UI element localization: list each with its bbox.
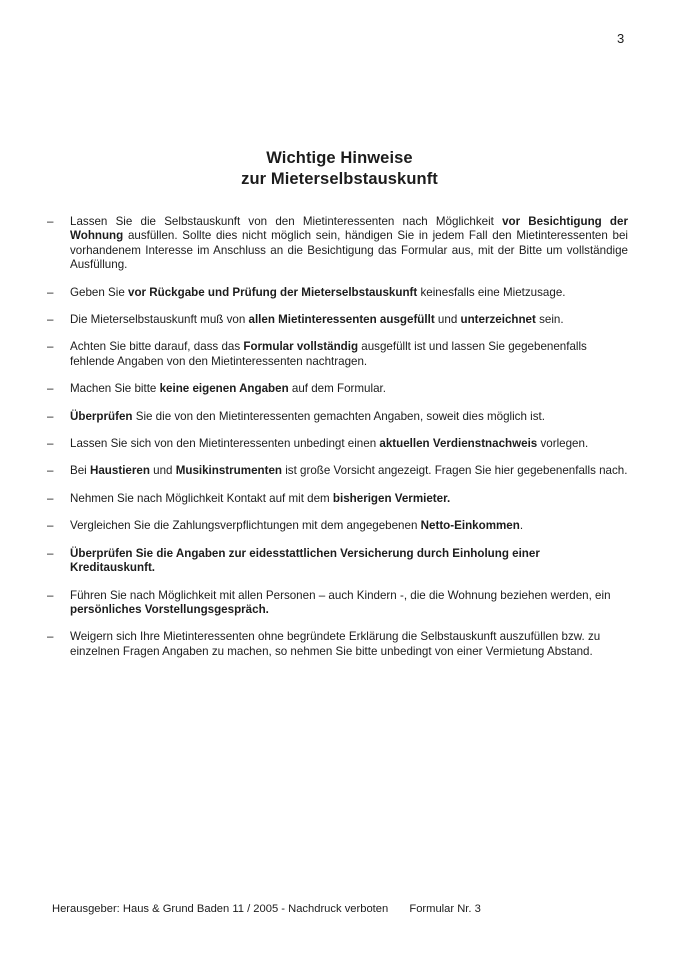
bullet-list (47, 215, 628, 672)
publisher-text: Herausgeber: Haus & Grund Baden 11 / 2005 - Nachdruck verboten (52, 903, 389, 915)
bullet-text: Die Mieterselbstauskunft muß von allen Mietinteressenten ausgefüllt und unterzeichnet sein. (70, 313, 564, 327)
dash-bullet-icon: – (47, 340, 54, 354)
dash-bullet-icon: – (47, 546, 54, 560)
dash-bullet-icon: – (47, 409, 54, 423)
dash-bullet-icon: – (47, 285, 54, 299)
bullet-item (47, 547, 628, 576)
bullet-text: Achten Sie bitte darauf, dass das Formular vollständig ausgefüllt ist und lassen Sie gegebenenfalls fehlende Angaben von den Mietinteressenten nachtragen. (70, 340, 587, 368)
dash-bullet-icon: – (47, 313, 54, 327)
bullet-item (47, 519, 628, 533)
bullet-text: Bei Haustieren und Musikinstrumenten ist große Vorsicht angezeigt. Fragen Sie hier gegebenenfalls nach. (70, 464, 628, 478)
bullet-text: Führen Sie nach Möglichkeit mit allen Personen – auch Kindern -, die die Wohnung beziehen werden, ein persönliches Vorstellungsgespräch. (70, 588, 611, 616)
dash-bullet-icon: – (47, 437, 54, 451)
dash-bullet-icon: – (47, 630, 54, 644)
dash-bullet-icon: – (47, 491, 54, 505)
bullet-item (47, 464, 628, 478)
bullet-text: Lassen Sie die Selbstauskunft von den Mietinteressenten nach Möglichkeit vor Besichtigung der Wohnung ausfüllen. Sollte dies nicht möglich sein, händigen Sie in jedem Fall den Mietinteressenten bei vorhandenem Interesse im Anschluss an die Besichtigung das Formular aus, mit der Bitte um vollständige Ausfüllung. (70, 215, 628, 272)
bullet-item (47, 286, 628, 300)
bullet-item (47, 437, 628, 451)
bullet-text: Nehmen Sie nach Möglichkeit Kontakt auf mit dem bisherigen Vermieter. (70, 491, 451, 505)
dash-bullet-icon: – (47, 464, 54, 478)
document-title-line2: zur Mieterselbstauskunft (241, 170, 438, 188)
bullet-text: Machen Sie bitte keine eigenen Angaben auf dem Formular. (70, 382, 386, 396)
bullet-item (47, 215, 628, 273)
page-number: 3 (617, 31, 625, 46)
document-title-line1: Wichtige Hinweise (266, 149, 413, 167)
bullet-item (47, 410, 628, 424)
bullet-text: Lassen Sie sich von den Mietinteressenten unbedingt einen aktuellen Verdienstnachweis vorlegen. (70, 437, 589, 451)
page-footer (52, 903, 481, 916)
form-number-text: Formular Nr. 3 (409, 903, 481, 915)
bullet-item (47, 340, 628, 369)
bullet-text: Geben Sie vor Rückgabe und Prüfung der Mieterselbstauskunft keinesfalls eine Mietzusage. (70, 285, 566, 299)
dash-bullet-icon: – (47, 215, 54, 228)
bullet-text: Vergleichen Sie die Zahlungsverpflichtungen mit dem angegebenen Netto-Einkommen. (70, 519, 524, 533)
dash-bullet-icon: – (47, 382, 54, 396)
document-title (0, 148, 679, 190)
bullet-item (47, 382, 628, 396)
bullet-item (47, 630, 628, 659)
bullet-item (47, 492, 628, 506)
bullet-text: Überprüfen Sie die Angaben zur eidesstattlichen Versicherung durch Einholung einer Kreditauskunft. (70, 546, 540, 575)
dash-bullet-icon: – (47, 588, 54, 602)
bullet-item (47, 589, 628, 618)
bullet-text: Überprüfen Sie die von den Mietinteressenten gemachten Angaben, soweit dies möglich ist. (70, 409, 545, 423)
bullet-item (47, 313, 628, 327)
dash-bullet-icon: – (47, 519, 54, 533)
bullet-text: Weigern sich Ihre Mietinteressenten ohne begründete Erklärung die Selbstauskunft auszufüllen bzw. zu einzelnen Fragen Angaben zu machen, so nehmen Sie bitte unbedingt von einer Vermietung Abstand. (70, 630, 601, 658)
